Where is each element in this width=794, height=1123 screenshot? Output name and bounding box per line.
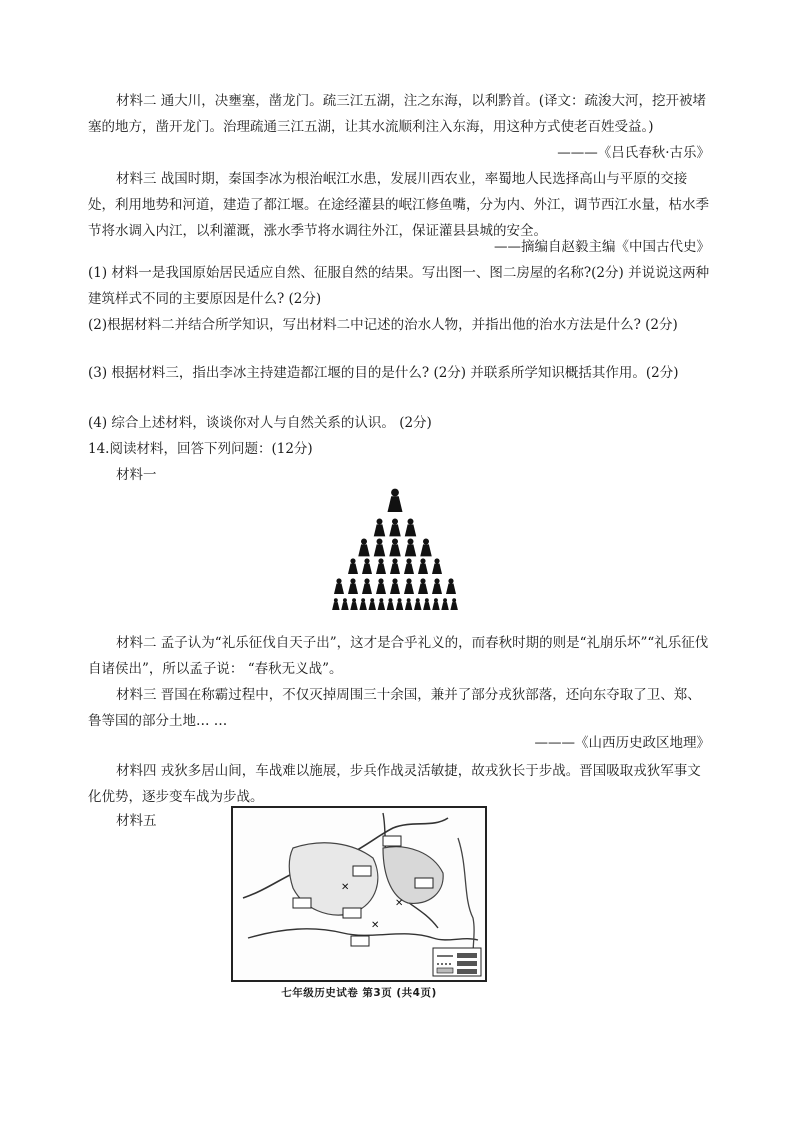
hierarchy-pyramid-figure — [310, 484, 480, 614]
pyramid-figure — [378, 598, 386, 610]
question-14-title: 14.阅读材料，回答下列问题：(12分) — [88, 441, 313, 457]
pyramid-figure — [432, 558, 442, 574]
question-3: (3) 根据材料三，指出李冰主持建造都江堰的目的是什么? (2分) 并联系所学知识概括其作用。(2分) — [88, 365, 679, 381]
question-2: (2)根据材料二并结合所学知识，写出材料二中记述的治水人物，并指出他的治水方法是什么? (2分) — [88, 317, 678, 333]
pyramid-figure — [390, 578, 400, 594]
pyramid-figure — [404, 558, 414, 574]
pyramid-figure — [376, 578, 386, 594]
pyramid-figure — [348, 558, 358, 574]
map-legend-swatch — [437, 968, 453, 973]
pyramid-figure — [362, 558, 372, 574]
material2-text: 材料二 通大川，决壅塞，凿龙门。疏三江五湖，注之东海，以利黔首。(译文：疏浚大河，挖开被堵塞的地方，凿开龙门。治理疏通三江五湖，让其水流顺利注入东海，用这种方式使老百姓受益。) — [88, 93, 707, 135]
map-legend-key-3 — [457, 969, 477, 974]
material5-label: 材料五 — [116, 813, 157, 829]
pyramid-figure — [389, 518, 401, 536]
map-legend-key-1 — [457, 953, 477, 958]
jin-territory-map — [231, 806, 487, 982]
pyramid-figure — [441, 598, 449, 610]
pyramid-figure — [374, 538, 386, 556]
pyramid-figure — [387, 598, 395, 610]
pyramid-figure — [358, 538, 370, 556]
pyramid-figure — [405, 538, 417, 556]
pyramid-figure — [362, 578, 372, 594]
pyramid-figure — [341, 598, 349, 610]
map-label-box-6 — [351, 936, 369, 946]
pyramid-figure — [350, 598, 358, 610]
material3-source: ——摘编自赵毅主编《中国古代史》 — [494, 239, 710, 255]
pyramid-figure — [334, 578, 344, 594]
page-footer: 七年级历史试卷 第3页 (共4页) — [281, 987, 437, 999]
material1-label: 材料一 — [116, 467, 157, 483]
pyramid-figure — [390, 558, 400, 574]
map-label-box-4 — [293, 898, 311, 908]
pyramid-figure — [405, 598, 413, 610]
pyramid-figure — [414, 598, 422, 610]
material4-text: 材料四 戎狄多居山间，车战难以施展，步兵作战灵活敏捷，故戎狄长于步战。晋国吸取戎狄军事文化优势，逐步变车战为步战。 — [88, 763, 701, 805]
question-1: (1) 材料一是我国原始居民适应自然、征服自然的结果。写出图一、图二房屋的名称?(2分) 并说说这两种建筑样式不同的主要原因是什么? (2分) — [88, 265, 710, 307]
map-battle-mark-2: ✕ — [395, 898, 404, 909]
question-4: (4) 综合上述材料，谈谈你对人与自然关系的认识。 (2分) — [88, 415, 432, 431]
pyramid-figure — [404, 578, 414, 594]
pyramid-figure — [388, 489, 403, 512]
material3-text: 材料三 战国时期，秦国李冰为根治岷江水患，发展川西农业，率蜀地人民选择高山与平原的交接处，利用地势和河道，建造了都江堰。在途经灌县的岷江修鱼嘴，分为内、外江，调节西江水量，枯水季节将水调入内江，以利灌溉，涨水季节将水调往外江，保证灌县县城的安全。 — [88, 171, 709, 239]
pyramid-figure — [376, 558, 386, 574]
pyramid-figure — [374, 518, 386, 536]
pyramid-figures — [332, 489, 458, 610]
map-battle-mark-1: ✕ — [341, 882, 350, 893]
pyramid-figure — [432, 578, 442, 594]
pyramid-figure — [418, 558, 428, 574]
pyramid-figure — [450, 598, 458, 610]
pyramid-figure — [423, 598, 431, 610]
pyramid-figure — [432, 598, 440, 610]
material3-jin-text: 材料三 晋国在称霸过程中，不仅灭掉周围三十余国，兼并了部分戎狄部落，还向东夺取了卫、郑、鲁等国的部分土地… … — [88, 687, 701, 729]
pyramid-figure — [332, 598, 340, 610]
pyramid-figure — [389, 538, 401, 556]
map-battle-mark-3: ✕ — [371, 920, 380, 931]
map-drawing — [233, 808, 485, 980]
map-label-box-2 — [353, 866, 371, 876]
map-label-box-3 — [415, 878, 433, 888]
pyramid-figure — [418, 578, 428, 594]
map-region-east — [383, 847, 443, 904]
pyramid-figure — [420, 538, 432, 556]
pyramid-figure — [348, 578, 358, 594]
pyramid-figure — [396, 598, 404, 610]
pyramid-figure — [446, 578, 456, 594]
map-label-box-1 — [383, 836, 401, 846]
material2-source: ———《吕氏春秋·古乐》 — [557, 145, 710, 161]
pyramid-figure — [369, 598, 377, 610]
material3-jin-source: ———《山西历史政区地理》 — [534, 735, 710, 751]
map-label-box-5 — [343, 908, 361, 918]
pyramid-figure — [359, 598, 367, 610]
material2-mencius-text: 材料二 孟子认为“礼乐征伐自天子出”，这才是合乎礼义的，而春秋时期的则是“礼崩乐坏”“礼乐征伐自诸侯出”，所以孟子说： “春秋无义战”。 — [88, 635, 709, 677]
pyramid-figure — [405, 518, 417, 536]
map-legend-key-2 — [457, 961, 477, 966]
